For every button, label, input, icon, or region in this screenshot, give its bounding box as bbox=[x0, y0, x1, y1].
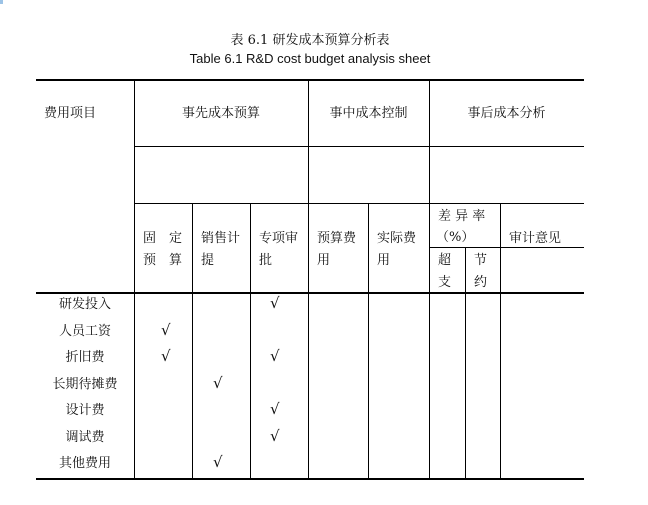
header-sales-line1: 销售计 bbox=[201, 231, 241, 246]
check-mark-special: √ bbox=[270, 347, 280, 365]
header-audit: 审计意见 bbox=[509, 231, 562, 246]
header-pre-budget: 事先成本预算 bbox=[181, 106, 260, 121]
header-actual-fee-line2: 用 bbox=[377, 253, 391, 268]
table-caption-en: Table 6.1 R&D cost budget analysis sheet bbox=[189, 51, 431, 66]
table-row-label: 折旧费 bbox=[65, 350, 105, 365]
header-mid-control: 事中成本控制 bbox=[329, 106, 408, 121]
vline-sales bbox=[250, 203, 251, 479]
table-row-label: 调试费 bbox=[65, 429, 105, 445]
table-row-label: 长期待摊费 bbox=[52, 376, 118, 392]
table-row-label: 研发投入 bbox=[58, 297, 111, 312]
header-variance-line1: 差 异 率 bbox=[438, 209, 486, 224]
header-budget-fee-line2: 用 bbox=[317, 253, 331, 268]
check-mark-fixed: √ bbox=[161, 347, 171, 365]
table-row-label: 设计费 bbox=[65, 403, 105, 418]
header-over-line2: 支 bbox=[438, 275, 452, 290]
check-mark-special: √ bbox=[270, 400, 280, 418]
check-mark-sales: √ bbox=[213, 453, 223, 471]
header-actual-fee-line1: 实际费 bbox=[377, 231, 417, 246]
header-over-line1: 超 bbox=[438, 253, 452, 268]
table-row-label: 其他费用 bbox=[58, 456, 111, 471]
rule-header-2 bbox=[134, 203, 584, 204]
header-sales-line2: 提 bbox=[201, 253, 215, 268]
header-variance-line2: （%） bbox=[436, 230, 475, 245]
rule-variance bbox=[430, 247, 584, 248]
header-save-line2: 约 bbox=[474, 275, 488, 290]
corner-mark bbox=[0, 0, 3, 4]
vline-budget bbox=[368, 203, 369, 479]
header-item: 费用项目 bbox=[44, 106, 97, 121]
rule-bottom bbox=[36, 478, 584, 480]
check-mark-special: √ bbox=[270, 426, 280, 445]
table-caption-cn: 表 6.1 研发成本预算分析表 bbox=[230, 33, 390, 48]
rule-header-bottom bbox=[36, 292, 584, 294]
header-fixed-line2: 预 算 bbox=[143, 253, 183, 268]
vline-variance bbox=[500, 203, 501, 479]
header-save-line1: 节 bbox=[474, 253, 488, 268]
vline-item bbox=[134, 80, 135, 479]
check-mark-sales: √ bbox=[213, 373, 223, 392]
header-budget-fee-line1: 预算费 bbox=[317, 231, 357, 246]
check-mark-fixed: √ bbox=[161, 320, 171, 339]
header-special-line1: 专项审 bbox=[259, 231, 299, 246]
vline-mid bbox=[429, 80, 430, 479]
rule-header-1 bbox=[134, 146, 584, 147]
vline-over bbox=[465, 247, 466, 479]
check-mark-special: √ bbox=[270, 294, 280, 312]
vline-fixed bbox=[192, 203, 193, 479]
header-fixed-line1: 固 定 bbox=[143, 231, 183, 246]
rule-top bbox=[36, 79, 584, 81]
header-post-analysis: 事后成本分析 bbox=[467, 106, 546, 121]
header-special-line2: 批 bbox=[259, 253, 273, 268]
table-row-label: 人员工资 bbox=[58, 323, 111, 339]
vline-pre bbox=[308, 80, 309, 479]
